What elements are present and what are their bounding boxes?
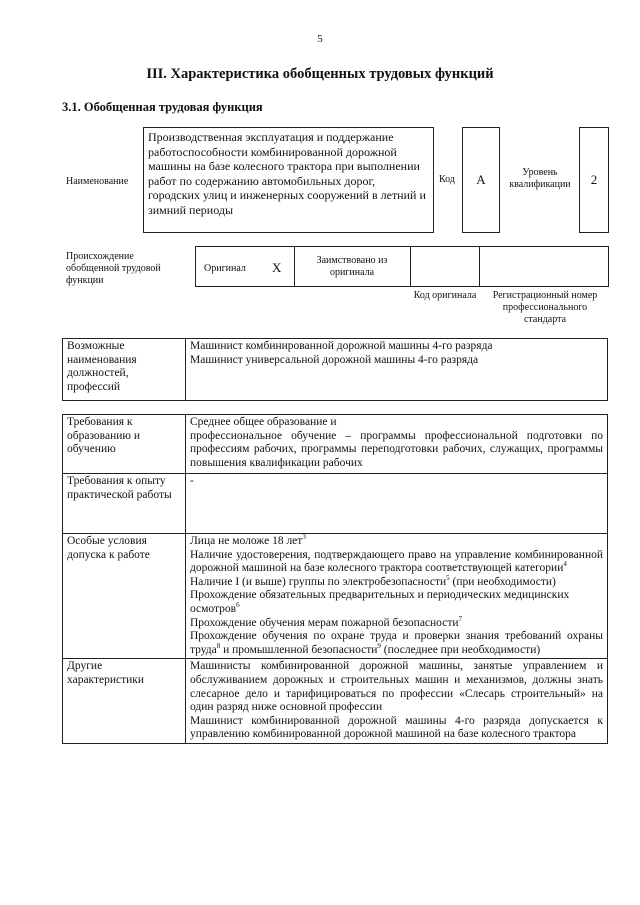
- text-line: Машинист комбинированной дорожной машины 4-го разряда допускается к управлению комбинированной дорожной машиной на базе колесного трактора: [190, 714, 603, 741]
- text-line: профессиональное обучение – программы профессиональной подготовки по профессиям рабочих, программы переподготовки рабочих, служащих, программы повышения квалификации рабочих: [190, 429, 603, 469]
- level-value: 2: [590, 172, 598, 187]
- list-item: Машинист универсальной дорожной машины 4-го разряда: [190, 353, 479, 366]
- reg-number-label: Регистрационный номер профессионального стандарта: [492, 290, 598, 325]
- footnote-ref: 8: [216, 641, 221, 650]
- gtf-name-value: Производственная эксплуатация и поддержание работоспособности комбинированной дорожной машины на базе колесного трактора при выполнении работ по содержанию автомобильных дорог, городских улиц и инженерных сооружений в летний и зимний периоды: [143, 127, 434, 233]
- original-label: Оригинал: [204, 263, 246, 274]
- footnote-ref: 5: [446, 573, 450, 582]
- text-line: Наличие удостоверения, подтверждающего право на управление комбинированной дорожной машиной на базе колесного трактора соответствующей категории: [190, 548, 603, 575]
- divider: [410, 247, 411, 286]
- admission-value: [186, 534, 608, 659]
- text-line: [190, 589, 603, 616]
- text-line: [190, 614, 603, 631]
- subsection-title: 3.1. Обобщенная трудовая функция: [62, 100, 263, 114]
- experience-label: Требования к опыту практической работы: [63, 474, 186, 534]
- positions-table: [62, 338, 608, 401]
- code-cell: [462, 127, 500, 233]
- admission-label: Особые условия допуска к работе: [63, 534, 186, 659]
- page-number: 5: [317, 33, 323, 45]
- experience-value: -: [186, 474, 608, 534]
- text-line: и промышленной безопасности: [223, 643, 378, 656]
- footnote-ref: 4: [563, 560, 567, 569]
- text-line: Прохождение обучения мерам пожарной безопасности: [190, 616, 459, 629]
- text-line: [190, 573, 603, 590]
- footnote-ref: 3: [302, 533, 306, 542]
- text-line: [190, 535, 603, 549]
- text-line: Лица не моложе 18 лет: [190, 535, 303, 547]
- text-line: (при необходимости): [452, 575, 556, 588]
- text-line: [190, 630, 603, 657]
- positions-label: Возможные наименования должностей, профессий: [63, 339, 186, 401]
- code-label: Код: [439, 174, 455, 185]
- education-value: [186, 415, 608, 474]
- origin-label: Происхождение обобщенной трудовой функции: [66, 251, 161, 286]
- level-label: Уровень квалификации: [509, 167, 571, 190]
- list-item: Машинист комбинированной дорожной машины 4-го разряда: [190, 340, 493, 352]
- text-line: Среднее общее образование и: [190, 416, 337, 428]
- other-value: [186, 659, 608, 744]
- table-row: [63, 474, 608, 534]
- text-line: Машинисты комбинированной дорожной машины, занятые управлением и обслуживанием дорожных и строительных машин и механизмов, должны знать слесарное дело и тарифицироваться по профессии «Слесарь строительный» на один разряд ниже основной профессии: [190, 660, 603, 714]
- footnote-ref: 6: [236, 601, 240, 610]
- education-label: Требования к образованию и обучению: [63, 415, 186, 474]
- text-line: Прохождение обучения по охране труда и проверки знания требований охраны труда: [190, 630, 603, 656]
- table-row: [63, 415, 608, 474]
- original-mark: X: [272, 260, 282, 275]
- text-line: [190, 549, 603, 576]
- text-line: (последнее при необходимости): [383, 643, 541, 656]
- section-title: III. Характеристика обобщенных трудовых функций: [146, 66, 494, 82]
- positions-value: [186, 339, 608, 401]
- divider: [479, 247, 480, 286]
- name-label: Наименование: [66, 176, 129, 187]
- footnote-ref: 7: [458, 614, 463, 623]
- code-value: А: [476, 172, 486, 187]
- requirements-table: [62, 414, 608, 744]
- level-cell: [579, 127, 609, 233]
- table-row: [63, 534, 608, 659]
- table-row: [63, 339, 608, 401]
- text-line: Прохождение обязательных предварительных и периодических медицинских осмотров: [190, 589, 570, 615]
- other-label: Другие характеристики: [63, 659, 186, 744]
- origin-row: [195, 246, 609, 287]
- table-row: [63, 659, 608, 744]
- code-original-label: Код оригинала: [413, 290, 477, 301]
- text-line: Наличие I (и выше) группы по электробезопасности: [190, 575, 447, 588]
- footnote-ref: 9: [377, 641, 381, 650]
- borrowed-label: Заимствовано из оригинала: [316, 255, 388, 278]
- divider: [294, 247, 295, 286]
